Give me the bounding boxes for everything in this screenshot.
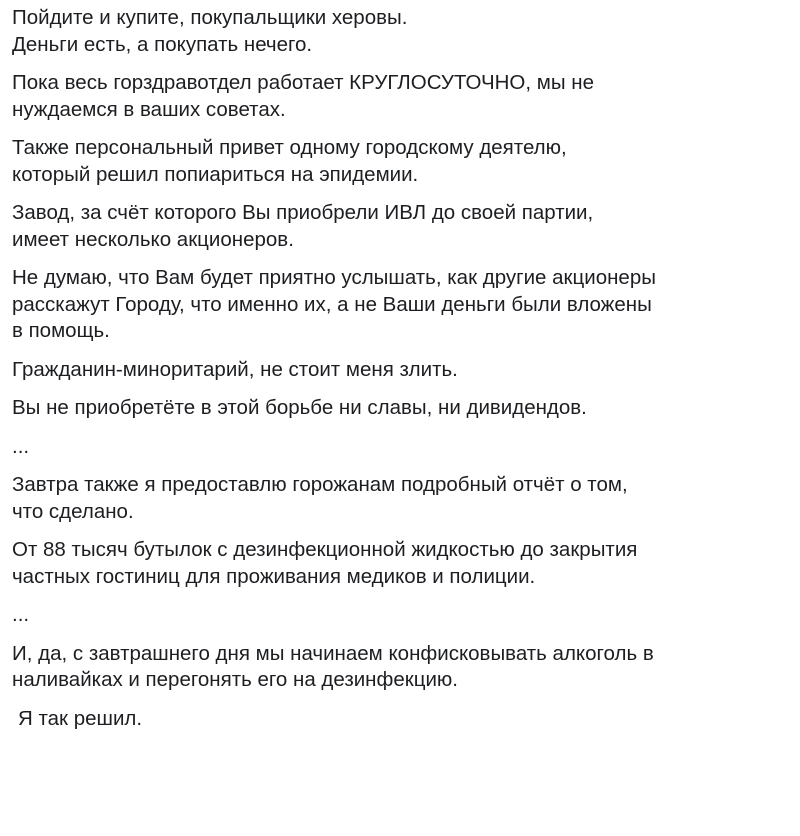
- text-line: наливайках и перегонять его на дезинфекцию.: [12, 668, 459, 691]
- text-line: От 88 тысяч бутылок с дезинфекционной жидкостью до закрытия: [12, 538, 638, 561]
- text-line: Вы не приобретёте в этой борьбе ни славы, ни дивидендов.: [12, 396, 587, 419]
- paragraph-11: [12, 706, 786, 733]
- text-line: Также персональный привет одному городскому деятелю,: [12, 136, 567, 159]
- text-line: Пока весь горздравотдел работает КРУГЛОСУТОЧНО, мы не: [12, 71, 594, 94]
- paragraph-4: [12, 200, 786, 253]
- text-line: который решил попиариться на эпидемии.: [12, 162, 419, 186]
- text-line: в помощь.: [12, 319, 110, 342]
- text-line: ...: [12, 434, 30, 458]
- text-line: Гражданин-миноритарий, не стоит меня злить.: [12, 357, 458, 381]
- text-line: Я так решил.: [18, 706, 143, 730]
- text-line: ...: [12, 603, 30, 626]
- text-line: И, да, с завтрашнего дня мы начинаем конфисковывать алкоголь в: [12, 641, 654, 665]
- text-line: Завтра также я предоставлю горожанам подробный отчёт о том,: [12, 473, 628, 496]
- ellipsis-separator-1: [12, 434, 786, 461]
- text-line: нуждаемся в ваших советах.: [12, 97, 286, 121]
- paragraph-3: [12, 135, 786, 188]
- paragraph-10: [12, 641, 786, 694]
- paragraph-1: [12, 5, 786, 58]
- text-line: Завод, за счёт которого Вы приобрели ИВЛ до своей партии,: [12, 201, 594, 224]
- text-line: что сделано.: [12, 499, 134, 523]
- text-line: частных гостиниц для проживания медиков и полиции.: [12, 564, 536, 588]
- paragraph-8: [12, 472, 786, 525]
- text-line: имеет несколько акционеров.: [12, 227, 294, 251]
- paragraph-5: [12, 265, 786, 345]
- paragraph-7: [12, 395, 786, 422]
- text-line: расскажут Городу, что именно их, а не Ваши деньги были вложены: [12, 292, 652, 316]
- text-line: Не думаю, что Вам будет приятно услышать, как другие акционеры: [12, 266, 656, 289]
- paragraph-6: [12, 357, 786, 384]
- paragraph-9: [12, 537, 786, 590]
- text-line: Деньги есть, а покупать нечего.: [12, 32, 313, 56]
- text-line: Пойдите и купите, покупальщики херовы.: [12, 6, 408, 29]
- post-text: [0, 5, 800, 836]
- ellipsis-separator-2: [12, 602, 786, 629]
- paragraph-2: [12, 70, 786, 123]
